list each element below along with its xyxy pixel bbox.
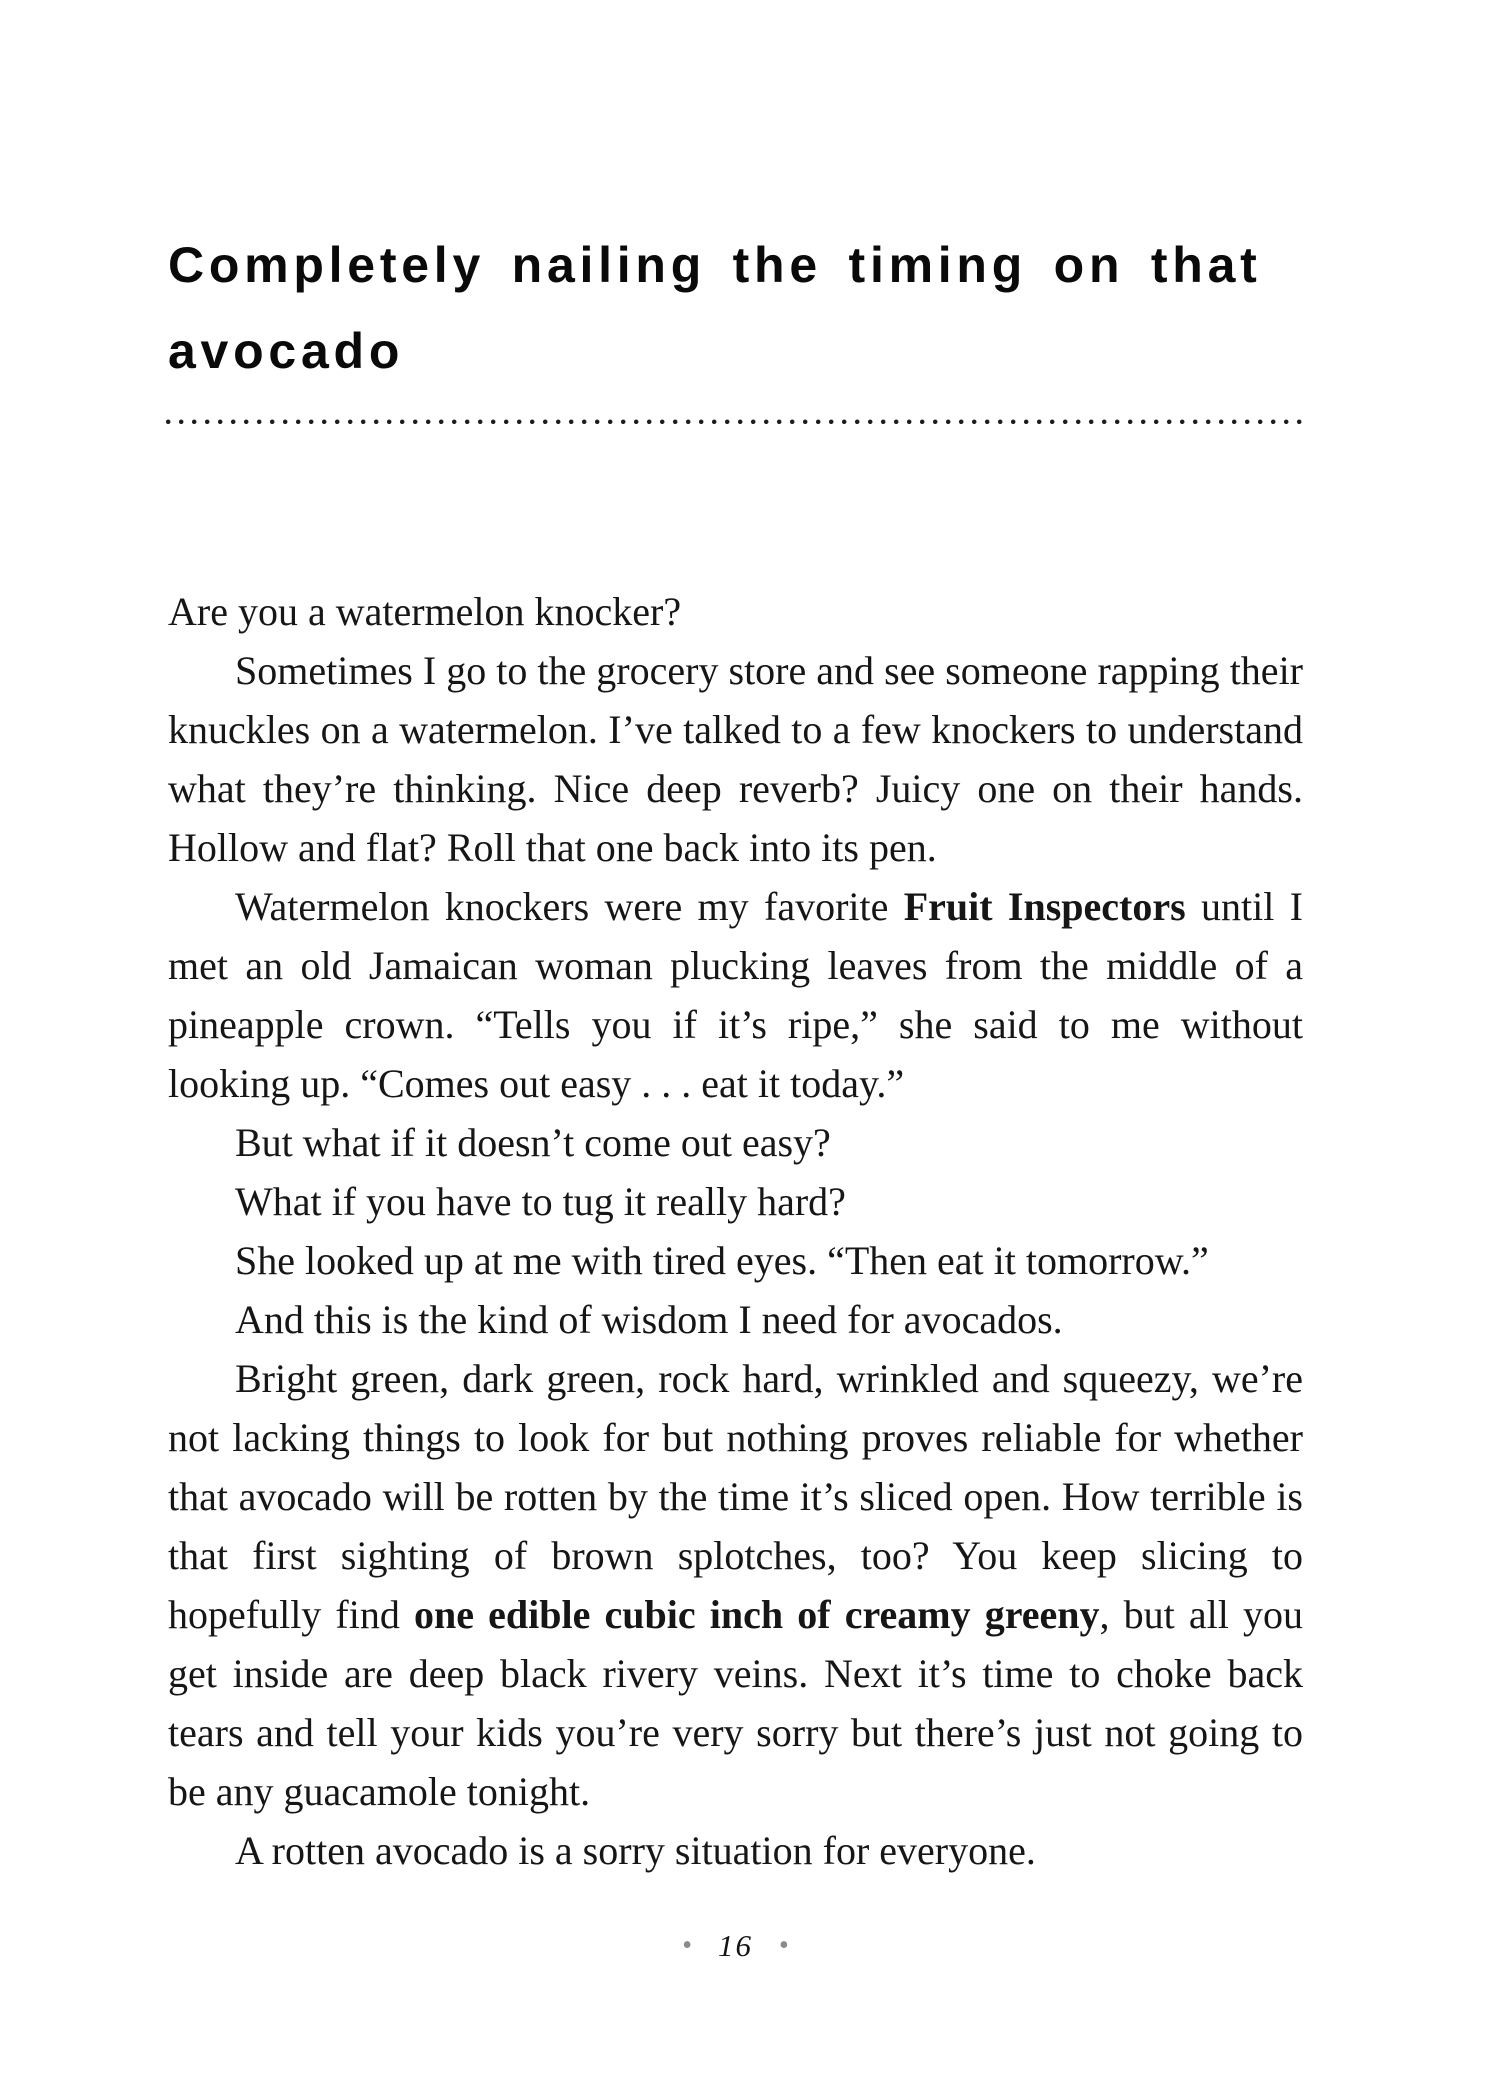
text-run: Watermelon knockers were my favorite [235,884,904,929]
chapter-title-line-2: avocado [168,323,405,379]
bold-phrase: one edible cubic inch of creamy greeny [414,1592,1100,1637]
paragraph [168,1172,1303,1231]
page-footer [168,1930,1303,1961]
bold-phrase: Fruit Inspectors [903,884,1186,929]
text-run: She looked up at me with tired eyes. “Then eat it tomorrow.” [235,1238,1209,1283]
chapter-title [168,222,1308,394]
text-run: Sometimes I go to the grocery store and see someone rapping their knuckles on a watermelon. I’ve talked to a few knockers to understand what they’re thinking. Nice deep reverb? Juicy one on their hands. Hollow and flat? Roll that one back into its pen. [168,648,1303,870]
paragraph [168,641,1303,877]
paragraph [168,1821,1303,1880]
paragraph [168,1231,1303,1290]
paragraph [168,877,1303,1113]
text-run: until I met an old Jamaican woman plucking leaves from the middle of a pineapple crown. “Tells you if it’s ripe,” she said to me without looking up. “Comes out easy . . . eat it today.” [168,884,1303,1106]
text-run: Are you a watermelon knocker? [168,589,682,634]
text-run: But what if it doesn’t come out easy? [235,1120,831,1165]
footer-dot-left-icon: • [682,1929,692,1961]
text-run: A rotten avocado is a sorry situation for everyone. [235,1828,1036,1873]
text-run: And this is the kind of wisdom I need for avocados. [235,1297,1063,1342]
text-run: , but all you get inside are deep black rivery veins. Next it’s time to choke back tears and tell your kids you’re very sorry but there’s just not going to be any guacamole tonight. [168,1592,1304,1814]
footer-dot-right-icon: • [779,1929,789,1961]
chapter-title-line-1: Completely nailing the timing on that [168,237,1262,293]
paragraph [168,582,1303,641]
text-run: Bright green, dark green, rock hard, wrinkled and squeezy, we’re not lacking things to look for but nothing proves reliable for whether that avocado will be rotten by the time it’s sliced open. How terrible is that first sighting of brown splotches, too? You keep slicing to hopefully find [168,1356,1303,1637]
body-text [168,582,1303,1880]
page-number: 16 [718,1928,753,1963]
dotted-divider [166,419,1306,425]
text-run: What if you have to tug it really hard? [235,1179,846,1224]
paragraph [168,1290,1303,1349]
chapter-header [168,222,1308,394]
paragraph [168,1113,1303,1172]
paragraph [168,1349,1303,1821]
